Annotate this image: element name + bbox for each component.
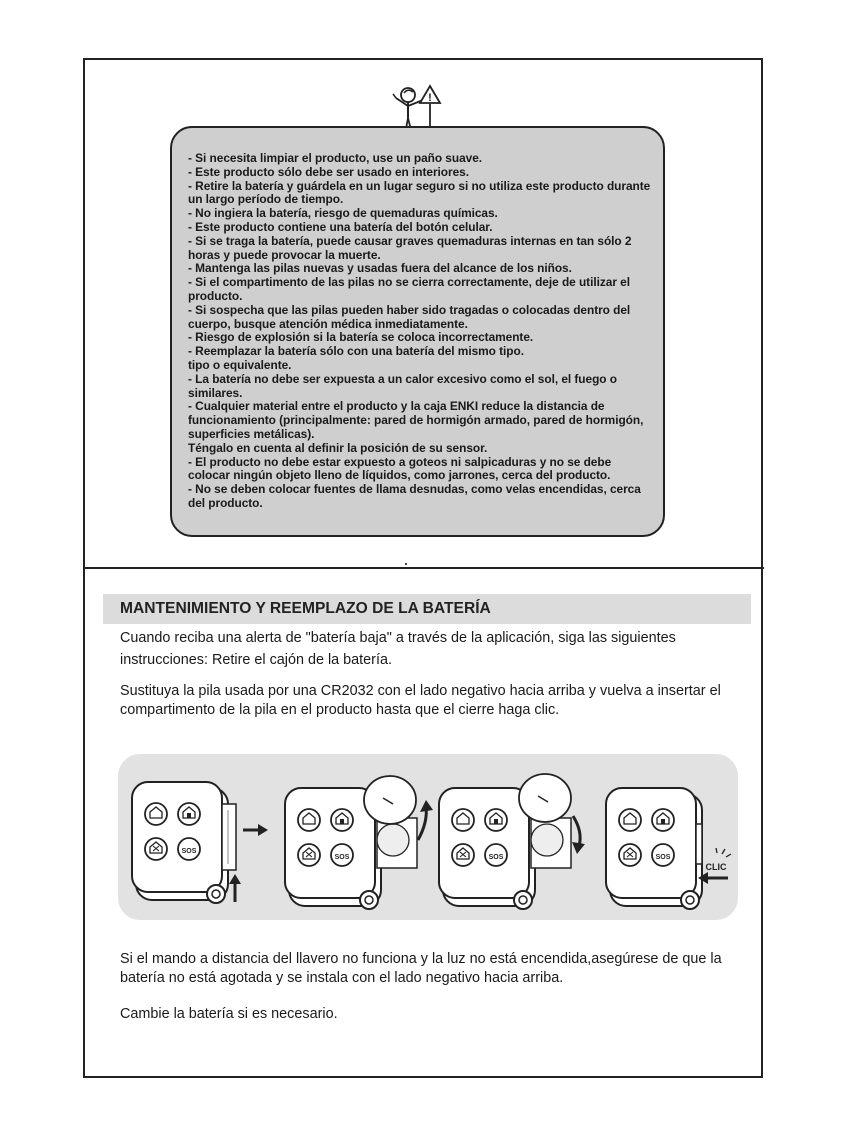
warning-item: - Si sospecha que las pilas pueden haber sido tragadas o colocadas dentro del cuerpo, busque atención médica inmediatamente. [188, 302, 631, 331]
section-divider [83, 567, 764, 569]
clic-label: CLIC [705, 862, 727, 872]
warning-item: - Si el compartimento de las pilas no se cierra correctamente, deje de utilizar el producto. [188, 275, 630, 303]
battery-replacement-illustration [118, 754, 738, 920]
warning-item: - Retire la batería y guárdela en un lugar seguro si no utiliza este producto durante un largo período de tiempo. [188, 178, 651, 207]
warning-item: - Si necesita limpiar el producto, use un paño suave. [188, 151, 483, 165]
warning-item: - La batería no debe ser expuesta a un calor excesivo como el sol, el fuego o similares. [188, 371, 617, 400]
warning-item: - Mantenga las pilas nuevas y usadas fuera del alcance de los niños. [188, 261, 572, 276]
instruction-paragraph-4: Cambie la batería si es necesario. [120, 1006, 338, 1022]
sos-label: SOS [655, 854, 671, 861]
instruction-paragraph-2: Sustituya la pila usada por una CR2032 con el lado negativo hacia arriba y vuelva a insertar el compartimento de la pila en el producto hasta que el cierre haga clic. [120, 683, 721, 718]
warning-item: - Cualquier material entre el producto y la caja ENKI reduce la distancia de funcionamiento (principalmente: pared de hormigón armado, pared de hormigón, superficies metálicas). [188, 399, 644, 441]
warning-item: - Si se traga la batería, puede causar graves quemaduras internas en tan sólo 2 horas y puede provocar la muerte. [188, 233, 632, 262]
step-4-remote [606, 788, 702, 909]
coin-battery-icon [364, 776, 416, 824]
warning-item: - No ingiera la batería, riesgo de quemaduras químicas. [188, 206, 498, 221]
warning-item: Téngalo en cuenta al definir la posición de su sensor. [188, 440, 488, 455]
stray-dot [405, 563, 407, 565]
section-title: MANTENIMIENTO Y REEMPLAZO DE LA BATERÍA [120, 600, 491, 617]
sos-label: SOS [334, 854, 350, 861]
warning-item: - Este producto sólo debe ser usado en interiores. [188, 164, 469, 179]
coin-battery-icon [519, 774, 571, 822]
section-header [103, 594, 751, 624]
sos-label: SOS [181, 848, 197, 855]
warning-item: - Reemplazar la batería sólo con una batería del mismo tipo. [188, 344, 524, 359]
curved-arrow-down-icon [573, 816, 580, 846]
warning-item: tipo o equivalente. [188, 357, 292, 372]
warning-item: - No se deben colocar fuentes de llama desnudas, como velas encendidas, cerca del producto. [188, 482, 641, 510]
step-1-remote [132, 782, 236, 903]
warning-item: - Este producto contiene una batería del botón celular. [188, 219, 493, 234]
warning-symbol: ! [428, 92, 432, 104]
battery-steps-drawing [118, 754, 738, 920]
safety-warnings-list [188, 152, 656, 511]
warning-item: - Riesgo de explosión si la batería se coloca incorrectamente. [188, 330, 534, 345]
instruction-paragraph-3: Si el mando a distancia del llavero no funciona y la luz no está encendida,asegúrese de que la batería no está agotada y se instala con el lado negativo hacia arriba. [120, 951, 722, 986]
instruction-paragraph-1: Cuando reciba una alerta de "batería baja" a través de la aplicación, siga las siguientes instrucciones: Retire el cajón de la batería. [120, 630, 676, 668]
warning-item: - El producto no debe estar expuesto a goteos ni salpicaduras y no se debe colocar ningún objeto lleno de líquidos, como jarrones, cerca del producto. [188, 454, 612, 483]
safety-warnings-box [170, 126, 665, 537]
sos-label: SOS [488, 854, 504, 861]
